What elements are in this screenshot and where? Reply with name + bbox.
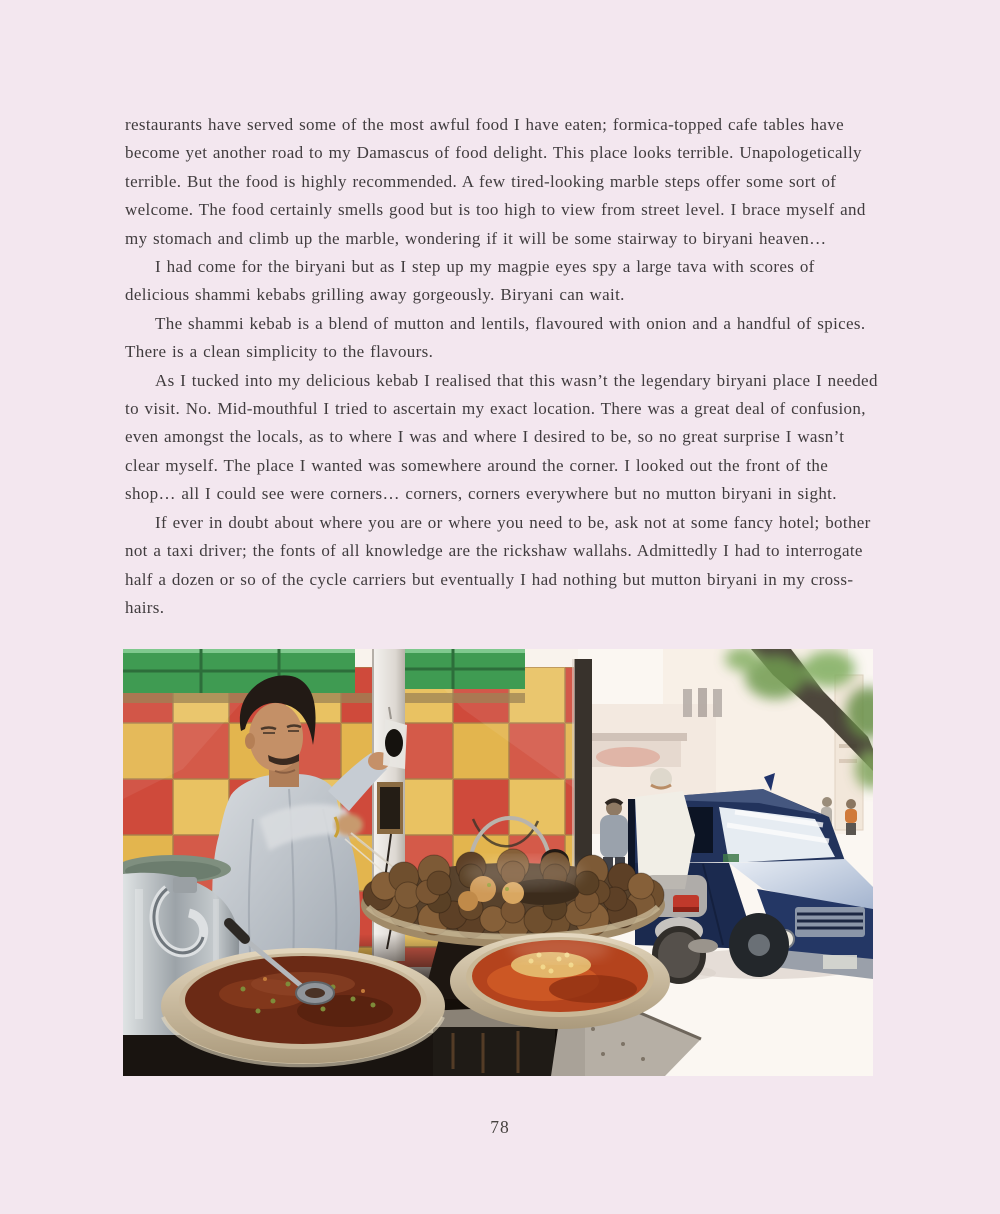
paragraph: restaurants have served some of the most awful food I have eaten; formica-topped cafe tables have become yet another road to my Damascus of food delight. This place looks terrible. Unapologetically terrible. But the food is highly recommended. A few tired-looking marble steps offer some sort of welcome. The food certainly smells good but is too high to view from street level. I brace myself and my stomach and climb up the marble, wondering if it will be some stairway to biryani heaven… — [125, 115, 866, 248]
paragraph: I had come for the biryani but as I step up my magpie eyes spy a large tava with scores of delicious shammi kebabs grilling away gorgeously. Biryani can wait. — [125, 257, 815, 305]
kebab-platter — [361, 849, 665, 947]
paragraph: As I tucked into my delicious kebab I realised that this wasn’t the legendary biryani place I needed to visit. No. Mid-mouthful I tried to ascertain my exact location. There was a great deal of confusion, even amongst the locals, as to where I was and where I desired to be, so no great surprise I wasn’t clear myself. The place I wanted was somewhere around the corner. I looked out the front of the shop… all I could see were corners… corners, corners everywhere but no mutton biryani in sight. — [125, 370, 878, 504]
curry-pan-right — [450, 933, 670, 1029]
crates-shelf — [123, 649, 525, 703]
body-text — [125, 111, 880, 622]
paragraph: If ever in doubt about where you are or where you need to be, ask not at some fancy hotel; bother not a taxi driver; the fonts of all knowledge are the rickshaw wallahs. Admittedly I had to interrogate half a dozen or so of the cycle carriers but eventually I had nothing but mutton biryani in my cross-hairs. — [125, 512, 871, 617]
street-food-photo — [123, 649, 873, 1076]
paragraph: The shammi kebab is a blend of mutton and lentils, flavoured with onion and a handful of spices. There is a clean simplicity to the flavours. — [125, 313, 866, 362]
page-number: 78 — [490, 1117, 510, 1137]
